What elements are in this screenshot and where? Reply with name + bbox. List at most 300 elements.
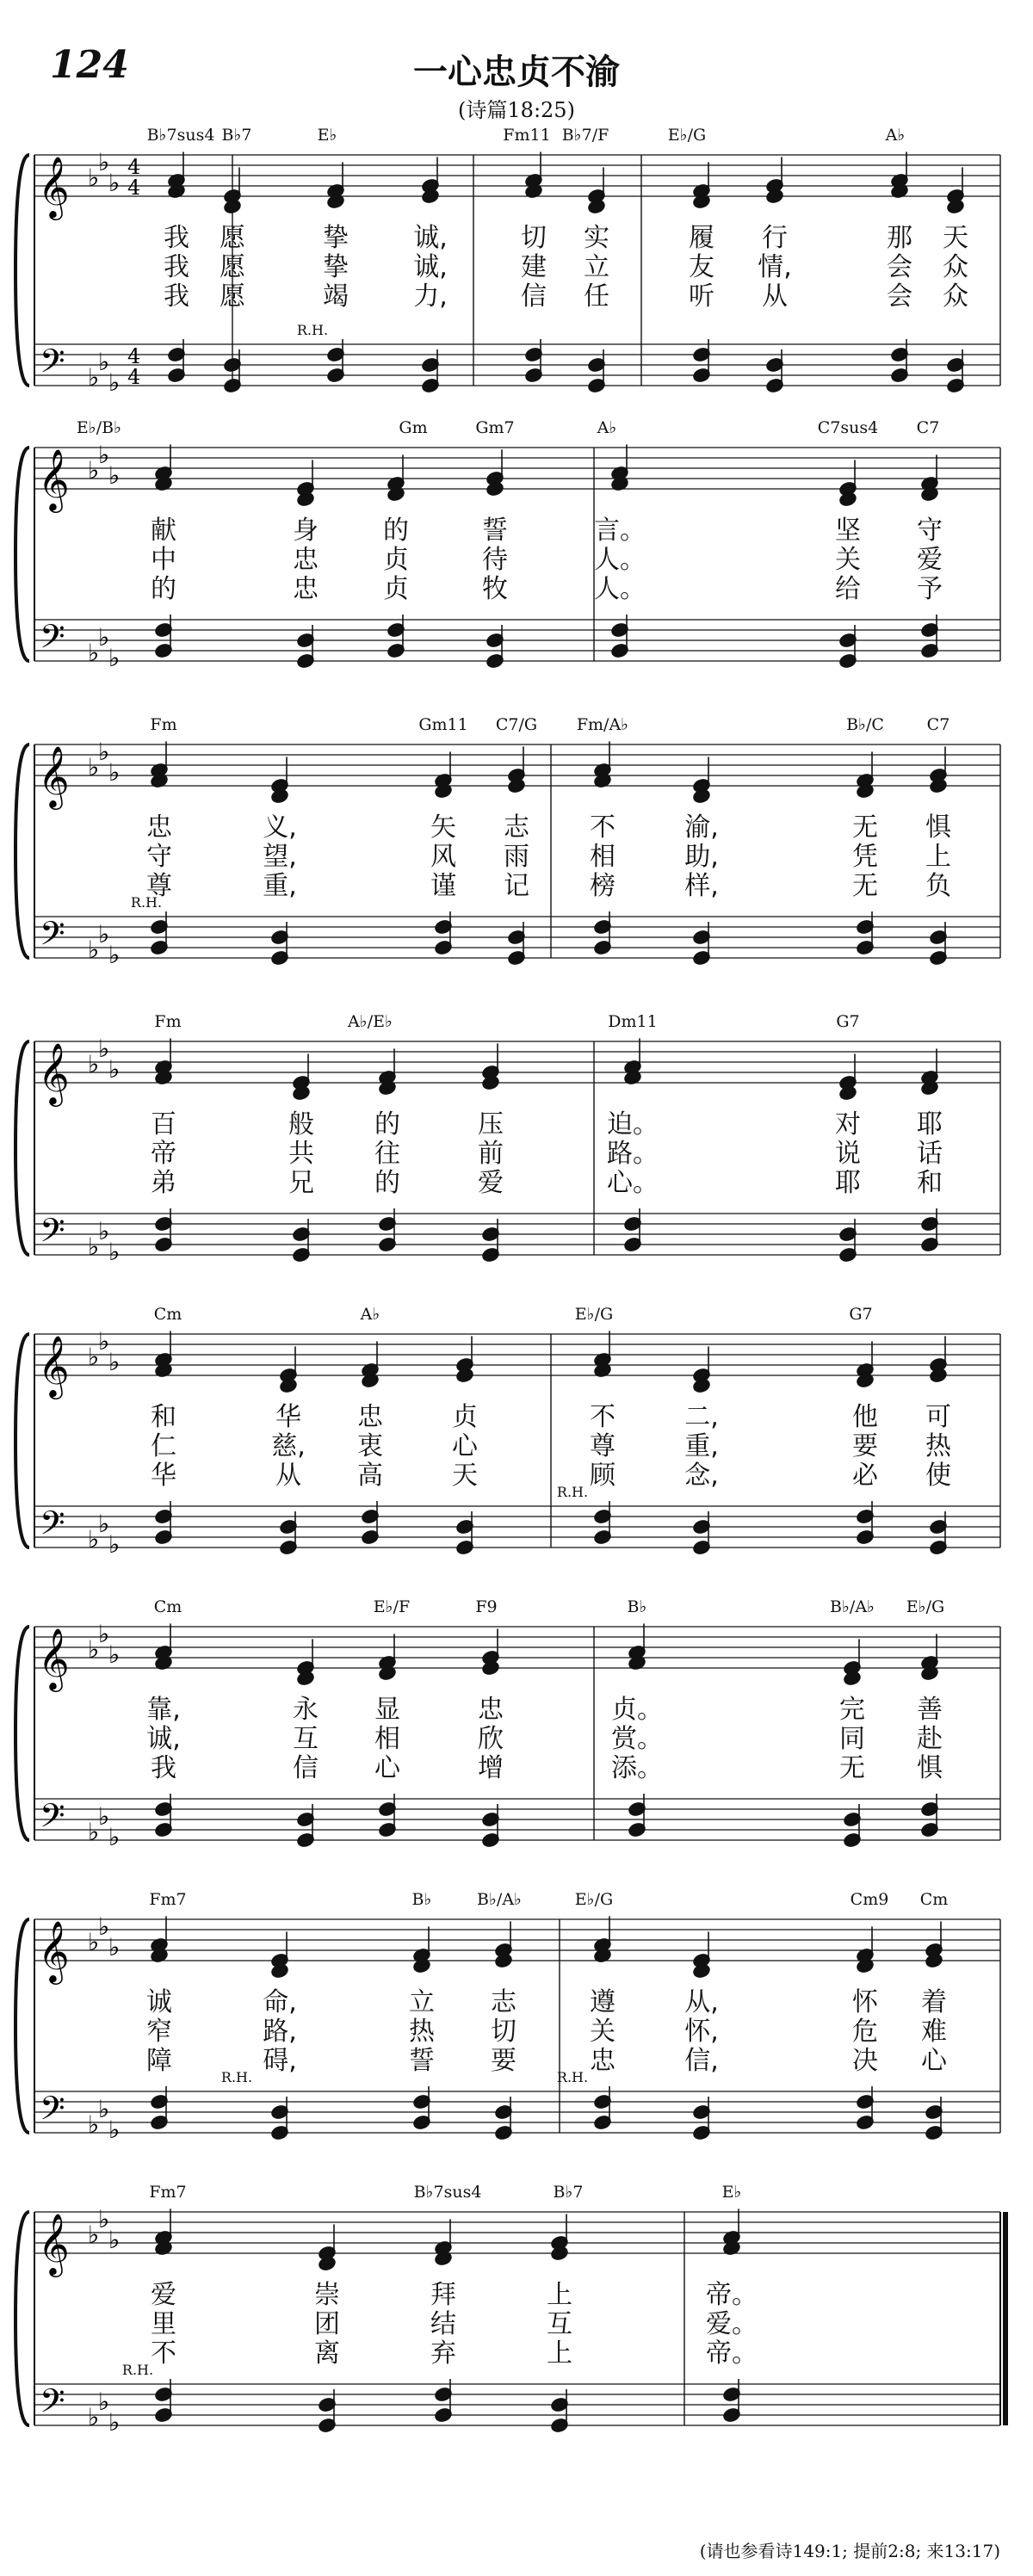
chord-symbol: Gm7 xyxy=(475,418,515,437)
lyric-verse-3: 障 xyxy=(146,2046,172,2076)
chord-symbol: Cm9 xyxy=(850,1890,889,1909)
lyric-verse-3: 尊 xyxy=(146,871,172,901)
key-flat: ♭ xyxy=(88,456,100,485)
lyric-verse-3: 碍, xyxy=(263,2046,297,2076)
chord-symbol: Fm/A♭ xyxy=(576,715,629,734)
chord-symbol: B♭ xyxy=(411,1890,432,1909)
lyric-verse-3: 的 xyxy=(151,574,176,604)
right-hand-marking: R.H. xyxy=(556,2069,589,2085)
key-flat: ♭ xyxy=(88,363,100,392)
lyric-verse-1: 诚 xyxy=(146,1987,172,2017)
key-flat: ♭ xyxy=(88,1050,100,1078)
chord-symbol: Fm11 xyxy=(503,126,551,145)
lyric-verse-3: 愿 xyxy=(220,281,245,312)
key-flat: ♭ xyxy=(88,164,100,192)
lyric-verse-1: 切 xyxy=(521,223,547,253)
treble-clef: 𝄞 xyxy=(38,1919,70,1982)
lyric-verse-1: 天 xyxy=(943,223,968,253)
lyric-verse-2: 人。 xyxy=(594,545,646,575)
time-signature: 4 xyxy=(127,176,141,200)
lyric-verse-1: 压 xyxy=(478,1109,504,1140)
lyric-verse-2: 往 xyxy=(374,1139,400,1169)
chord-symbol: Fm7 xyxy=(149,2183,187,2202)
key-flat: ♭ xyxy=(98,1912,110,1941)
lyric-verse-1: 爱 xyxy=(151,2280,176,2310)
lyric-verse-1: 诚, xyxy=(413,223,448,253)
lyric-verse-1: 渝, xyxy=(684,812,719,843)
chord-symbol: G7 xyxy=(849,1305,873,1324)
lyric-verse-2: 互 xyxy=(547,2309,572,2339)
lyric-verse-2: 结 xyxy=(430,2309,456,2339)
lyric-verse-1: 实 xyxy=(584,223,609,253)
key-flat: ♭ xyxy=(98,623,110,652)
brace xyxy=(15,1041,29,1255)
key-flat: ♭ xyxy=(88,1635,100,1664)
chord-symbol: E♭/G xyxy=(667,126,707,145)
lyric-verse-1: 和 xyxy=(151,1402,176,1432)
lyric-verse-3: 信 xyxy=(521,281,547,312)
lyric-verse-3: 记 xyxy=(504,871,529,901)
right-hand-marking: R.H. xyxy=(556,1484,589,1500)
lyric-verse-3: 心。 xyxy=(607,1168,659,1198)
key-flat: ♭ xyxy=(98,348,110,376)
key-flat: ♭ xyxy=(88,639,100,667)
lyric-verse-3: 我 xyxy=(164,281,189,312)
treble-clef: 𝄞 xyxy=(38,2212,70,2275)
treble-clef: 𝄞 xyxy=(38,155,70,218)
chord-symbol: Gm11 xyxy=(418,715,468,734)
treble-clef: 𝄞 xyxy=(38,1041,70,1104)
key-flat: ♭ xyxy=(108,461,121,490)
lyric-verse-1: 义, xyxy=(263,812,297,843)
lyric-verse-2: 说 xyxy=(835,1139,861,1169)
lyric-verse-1: 永 xyxy=(293,1695,319,1725)
lyric-verse-3: 重, xyxy=(263,871,297,901)
chord-symbol: A♭ xyxy=(597,418,617,437)
key-flat: ♭ xyxy=(88,1343,100,1371)
key-flat: ♭ xyxy=(108,368,121,397)
key-flat: ♭ xyxy=(88,2403,100,2431)
treble-clef: 𝄞 xyxy=(38,1627,70,1690)
lyric-verse-2: 同 xyxy=(839,1724,865,1754)
key-flat: ♭ xyxy=(108,1055,121,1084)
lyric-verse-1: 帝。 xyxy=(706,2280,758,2310)
right-hand-marking: R.H. xyxy=(220,2069,253,2085)
lyric-verse-2: 团 xyxy=(314,2309,340,2339)
lyric-verse-1: 立 xyxy=(409,1987,435,2017)
lyric-verse-2: 友 xyxy=(689,252,714,282)
lyric-verse-3: 和 xyxy=(917,1168,943,1198)
lyric-verse-2: 赴 xyxy=(917,1724,943,1754)
lyric-verse-2: 衷 xyxy=(357,1431,383,1461)
lyric-verse-1: 誓 xyxy=(482,516,508,546)
lyric-verse-2: 相 xyxy=(374,1724,400,1754)
lyric-verse-3: 从 xyxy=(762,281,788,312)
lyric-verse-1: 他 xyxy=(852,1402,878,1432)
time-signature: 4 xyxy=(127,365,141,389)
key-flat: ♭ xyxy=(98,1620,110,1648)
key-flat: ♭ xyxy=(98,441,110,469)
lyric-verse-3: 人。 xyxy=(594,574,646,604)
lyric-verse-2: 助, xyxy=(684,842,719,872)
lyric-verse-1: 挚 xyxy=(323,223,349,253)
key-flat: ♭ xyxy=(108,169,121,197)
lyric-verse-1: 般 xyxy=(288,1109,314,1140)
lyric-verse-2: 守 xyxy=(146,842,172,872)
lyric-verse-1: 献 xyxy=(151,516,176,546)
lyric-verse-2: 凭 xyxy=(852,842,878,872)
lyric-verse-2: 要 xyxy=(852,1431,878,1461)
key-flat: ♭ xyxy=(108,2116,121,2144)
chord-symbol: Fm xyxy=(150,715,177,734)
lyric-verse-2: 尊 xyxy=(590,1431,615,1461)
brace xyxy=(15,448,29,661)
lyric-verse-2: 忠 xyxy=(293,545,319,575)
chord-symbol: F9 xyxy=(475,1597,498,1616)
chord-symbol: B♭7sus4 xyxy=(146,126,215,145)
chord-symbol: A♭/E♭ xyxy=(348,1012,393,1031)
key-flat: ♭ xyxy=(98,1217,110,1245)
time-signature: 4 xyxy=(127,155,141,179)
key-flat: ♭ xyxy=(88,1525,100,1554)
chord-symbol: Fm xyxy=(154,1012,182,1031)
lyric-verse-3: 榜 xyxy=(590,871,615,901)
key-flat: ♭ xyxy=(98,148,110,176)
chord-symbol: E♭/F xyxy=(373,1597,411,1616)
right-hand-marking: R.H. xyxy=(296,322,329,338)
lyric-verse-3: 忠 xyxy=(293,574,319,604)
lyric-verse-1: 拜 xyxy=(430,2280,456,2310)
chord-symbol: E♭ xyxy=(317,126,337,145)
brace xyxy=(15,1919,29,2133)
lyric-verse-2: 情, xyxy=(758,252,792,282)
lyric-verse-2: 心 xyxy=(452,1431,478,1461)
lyric-verse-2: 愿 xyxy=(220,252,245,282)
lyric-verse-3: 念, xyxy=(684,1461,719,1491)
lyric-verse-1: 身 xyxy=(293,516,319,546)
lyric-verse-1: 忠 xyxy=(357,1402,383,1432)
lyric-verse-3: 上 xyxy=(547,2338,572,2369)
lyric-verse-3: 耶 xyxy=(835,1168,861,1198)
brace xyxy=(15,155,29,386)
lyric-verse-3: 会 xyxy=(887,281,912,312)
lyric-verse-1: 怀 xyxy=(852,1987,878,2017)
chord-symbol: C7/G xyxy=(495,715,538,734)
key-flat: ♭ xyxy=(88,936,100,964)
scripture-reference: (诗篇18:25) xyxy=(458,98,575,122)
lyric-verse-1: 的 xyxy=(383,516,409,546)
lyric-verse-1: 迫。 xyxy=(607,1109,659,1140)
lyric-verse-2: 待 xyxy=(482,545,508,575)
bass-clef: 𝄢 xyxy=(40,2381,65,2428)
lyric-verse-1: 那 xyxy=(887,223,912,253)
lyric-verse-3: 使 xyxy=(925,1461,951,1491)
key-flat: ♭ xyxy=(108,2226,121,2254)
lyric-verse-3: 任 xyxy=(584,281,609,312)
lyric-verse-2: 窄 xyxy=(146,2017,172,2047)
lyric-verse-1: 命, xyxy=(263,1987,297,2017)
chord-symbol: Cm xyxy=(919,1890,949,1909)
lyric-verse-1: 愿 xyxy=(220,223,245,253)
chord-symbol: G7 xyxy=(836,1012,860,1031)
lyric-verse-2: 欣 xyxy=(478,1724,504,1754)
lyric-verse-3: 牧 xyxy=(482,574,508,604)
key-flat: ♭ xyxy=(98,1327,110,1356)
lyric-verse-1: 贞 xyxy=(452,1402,478,1432)
lyric-verse-2: 话 xyxy=(917,1139,943,1169)
key-flat: ♭ xyxy=(88,753,100,781)
lyric-verse-1: 坚 xyxy=(835,516,861,546)
lyric-verse-3: 无 xyxy=(839,1753,865,1783)
brace xyxy=(15,744,29,958)
lyric-verse-2: 里 xyxy=(151,2309,176,2339)
key-flat: ♭ xyxy=(98,920,110,948)
lyric-verse-2: 雨 xyxy=(504,842,529,872)
lyric-verse-3: 信, xyxy=(684,2046,719,2076)
lyric-verse-2: 相 xyxy=(590,842,615,872)
key-flat: ♭ xyxy=(98,2095,110,2123)
key-flat: ♭ xyxy=(108,758,121,787)
lyric-verse-1: 可 xyxy=(925,1402,951,1432)
chord-symbol: B♭7/F xyxy=(561,126,609,145)
lyric-verse-3: 增 xyxy=(478,1753,504,1783)
chord-symbol: B♭/A♭ xyxy=(829,1597,875,1616)
lyric-verse-2: 难 xyxy=(921,2017,947,2047)
treble-clef: 𝄞 xyxy=(38,744,70,807)
lyric-verse-2: 会 xyxy=(887,252,912,282)
lyric-verse-2: 爱 xyxy=(917,545,943,575)
lyric-verse-1: 贞。 xyxy=(611,1695,663,1725)
lyric-verse-1: 守 xyxy=(917,516,943,546)
lyric-verse-3: 样, xyxy=(684,871,719,901)
lyric-verse-1: 不 xyxy=(590,812,615,843)
key-flat: ♭ xyxy=(108,1823,121,1851)
chord-symbol: Dm11 xyxy=(608,1012,658,1031)
lyric-verse-2: 热 xyxy=(409,2017,435,2047)
lyric-verse-2: 帝 xyxy=(151,1139,176,1169)
lyric-verse-3: 添。 xyxy=(611,1753,663,1783)
lyric-verse-1: 靠, xyxy=(146,1695,181,1725)
lyric-verse-1: 矢 xyxy=(430,812,456,843)
key-flat: ♭ xyxy=(108,2408,121,2437)
chord-symbol: C7sus4 xyxy=(817,418,879,437)
lyric-verse-3: 的 xyxy=(374,1168,400,1198)
lyric-verse-3: 谨 xyxy=(430,871,456,901)
lyric-verse-3: 予 xyxy=(917,574,943,604)
lyric-verse-1: 行 xyxy=(762,223,788,253)
lyric-verse-2: 切 xyxy=(491,2017,516,2047)
lyric-verse-1: 上 xyxy=(547,2280,572,2310)
key-flat: ♭ xyxy=(108,1238,121,1266)
lyric-verse-1: 志 xyxy=(504,812,529,843)
lyric-verse-3: 忠 xyxy=(590,2046,615,2076)
chord-symbol: Cm xyxy=(153,1597,182,1616)
right-hand-marking: R.H. xyxy=(121,2362,154,2378)
bass-clef: 𝄢 xyxy=(40,617,65,664)
lyric-verse-1: 对 xyxy=(835,1109,861,1140)
lyric-verse-2: 爱。 xyxy=(706,2309,758,2339)
lyric-verse-3: 信 xyxy=(293,1753,319,1783)
lyric-verse-3: 帝。 xyxy=(706,2338,758,2369)
lyric-verse-1: 无 xyxy=(852,812,878,843)
lyric-verse-3: 不 xyxy=(151,2338,176,2369)
right-hand-marking: R.H. xyxy=(130,894,163,911)
lyric-verse-1: 言。 xyxy=(594,516,646,546)
lyric-verse-1: 二, xyxy=(684,1402,719,1432)
bass-clef: 𝄢 xyxy=(40,342,65,388)
chord-symbol: E♭/G xyxy=(906,1597,945,1616)
lyric-verse-2: 关 xyxy=(590,2017,615,2047)
lyric-verse-2: 路, xyxy=(263,2017,297,2047)
key-flat: ♭ xyxy=(88,1928,100,1956)
hymn-title: 一心忠贞不渝 xyxy=(413,52,620,92)
lyric-verse-1: 崇 xyxy=(314,2280,340,2310)
lyric-verse-3: 给 xyxy=(835,574,861,604)
treble-clef: 𝄞 xyxy=(38,448,70,510)
lyric-verse-2: 赏。 xyxy=(611,1724,663,1754)
lyric-verse-2: 慈, xyxy=(271,1431,306,1461)
lyric-verse-3: 惧 xyxy=(917,1753,943,1783)
key-flat: ♭ xyxy=(108,1933,121,1961)
lyric-verse-3: 必 xyxy=(852,1461,878,1491)
lyric-verse-3: 心 xyxy=(921,2046,947,2076)
lyric-verse-2: 路。 xyxy=(607,1139,659,1169)
lyric-verse-3: 华 xyxy=(151,1461,176,1491)
lyric-verse-3: 弃 xyxy=(430,2338,456,2369)
lyric-verse-3: 高 xyxy=(357,1461,383,1491)
lyric-verse-3: 顾 xyxy=(590,1461,615,1491)
lyric-verse-2: 危 xyxy=(852,2017,878,2047)
key-flat: ♭ xyxy=(88,2110,100,2139)
chord-symbol: B♭ xyxy=(627,1597,647,1616)
lyric-verse-1: 不 xyxy=(590,1402,615,1432)
lyric-verse-2: 互 xyxy=(293,1724,319,1754)
lyric-verse-2: 立 xyxy=(584,252,609,282)
lyric-verse-2: 关 xyxy=(835,545,861,575)
lyric-verse-3: 兄 xyxy=(288,1168,314,1198)
lyric-verse-2: 建 xyxy=(521,252,547,282)
lyric-verse-1: 显 xyxy=(374,1695,400,1725)
key-flat: ♭ xyxy=(108,941,121,969)
lyric-verse-3: 从 xyxy=(275,1461,301,1491)
key-flat: ♭ xyxy=(108,644,121,672)
lyric-verse-3: 爱 xyxy=(478,1168,504,1198)
chord-symbol: A♭ xyxy=(885,126,906,145)
bass-clef: 𝄢 xyxy=(40,1504,65,1550)
time-signature: 4 xyxy=(127,344,141,368)
lyric-verse-1: 的 xyxy=(374,1109,400,1140)
chord-symbol: Fm7 xyxy=(149,1890,187,1909)
lyric-verse-1: 百 xyxy=(151,1109,176,1140)
lyric-verse-3: 要 xyxy=(491,2046,516,2076)
lyric-verse-3: 决 xyxy=(852,2046,878,2076)
chord-symbol: E♭/G xyxy=(574,1305,614,1324)
bass-clef: 𝄢 xyxy=(40,914,65,961)
key-flat: ♭ xyxy=(88,1818,100,1846)
lyric-verse-1: 华 xyxy=(275,1402,301,1432)
lyric-verse-3: 负 xyxy=(925,871,951,901)
lyric-verse-3: 力, xyxy=(413,281,448,312)
lyric-verse-1: 忠 xyxy=(478,1695,504,1725)
chord-symbol: B♭/A♭ xyxy=(476,1890,523,1909)
lyric-verse-2: 望, xyxy=(263,842,297,872)
lyric-verse-2: 我 xyxy=(164,252,189,282)
lyric-verse-1: 遵 xyxy=(590,1987,615,2017)
lyric-verse-3: 离 xyxy=(314,2338,340,2369)
key-flat: ♭ xyxy=(98,738,110,766)
lyric-verse-2: 众 xyxy=(943,252,968,282)
key-flat: ♭ xyxy=(98,1510,110,1538)
brace xyxy=(15,1627,29,1840)
lyric-verse-1: 善 xyxy=(917,1695,943,1725)
chord-symbol: B♭7sus4 xyxy=(413,2183,482,2202)
brace xyxy=(15,1334,29,1547)
key-flat: ♭ xyxy=(108,1530,121,1559)
lyric-verse-1: 忠 xyxy=(146,812,172,843)
treble-clef: 𝄞 xyxy=(38,1334,70,1397)
chord-symbol: Cm xyxy=(153,1305,182,1324)
lyric-verse-1: 着 xyxy=(921,1987,947,2017)
chord-symbol: B♭/C xyxy=(846,715,884,734)
key-flat: ♭ xyxy=(98,1035,110,1063)
lyric-verse-2: 诚, xyxy=(146,1724,181,1754)
lyric-verse-2: 风 xyxy=(430,842,456,872)
lyric-verse-1: 履 xyxy=(689,223,714,253)
lyric-verse-1: 从, xyxy=(684,1987,719,2017)
footnote: (请也参看诗149:1; 提前2:8; 来13:17) xyxy=(699,2541,1000,2561)
chord-symbol: C7 xyxy=(916,418,940,437)
lyric-verse-3: 誓 xyxy=(409,2046,435,2076)
chord-symbol: B♭7 xyxy=(553,2183,584,2202)
lyric-verse-2: 上 xyxy=(925,842,951,872)
chord-symbol: C7 xyxy=(926,715,950,734)
bass-clef: 𝄢 xyxy=(40,1211,65,1257)
bass-clef: 𝄢 xyxy=(40,1796,65,1843)
lyric-verse-1: 耶 xyxy=(917,1109,943,1140)
lyric-verse-2: 前 xyxy=(478,1139,504,1169)
lyric-verse-1: 志 xyxy=(491,1987,516,2017)
key-flat: ♭ xyxy=(88,1232,100,1261)
lyric-verse-2: 中 xyxy=(151,545,176,575)
key-flat: ♭ xyxy=(98,2205,110,2233)
key-flat: ♭ xyxy=(98,1802,110,1831)
lyric-verse-3: 听 xyxy=(689,281,714,312)
bass-clef: 𝄢 xyxy=(40,2089,65,2135)
key-flat: ♭ xyxy=(108,1640,121,1669)
key-flat: ♭ xyxy=(88,2221,100,2249)
lyric-verse-1: 惧 xyxy=(925,812,951,843)
lyric-verse-1: 我 xyxy=(164,223,189,253)
chord-symbol: E♭/B♭ xyxy=(76,418,122,437)
lyric-verse-2: 贞 xyxy=(383,545,409,575)
chord-symbol: B♭7 xyxy=(221,126,252,145)
lyric-verse-3: 心 xyxy=(374,1753,400,1783)
hymn-number: 124 xyxy=(50,43,129,87)
lyric-verse-2: 仁 xyxy=(151,1431,176,1461)
lyric-verse-3: 竭 xyxy=(323,281,349,312)
lyric-verse-3: 贞 xyxy=(383,574,409,604)
key-flat: ♭ xyxy=(108,1348,121,1376)
lyric-verse-3: 众 xyxy=(943,281,968,312)
key-flat: ♭ xyxy=(98,2388,110,2416)
chord-symbol: E♭ xyxy=(721,2183,742,2202)
lyric-verse-2: 诚, xyxy=(413,252,448,282)
lyric-verse-3: 弟 xyxy=(151,1168,176,1198)
chord-symbol: E♭/G xyxy=(574,1890,614,1909)
lyric-verse-3: 无 xyxy=(852,871,878,901)
lyric-verse-2: 热 xyxy=(925,1431,951,1461)
lyric-verse-3: 天 xyxy=(452,1461,478,1491)
